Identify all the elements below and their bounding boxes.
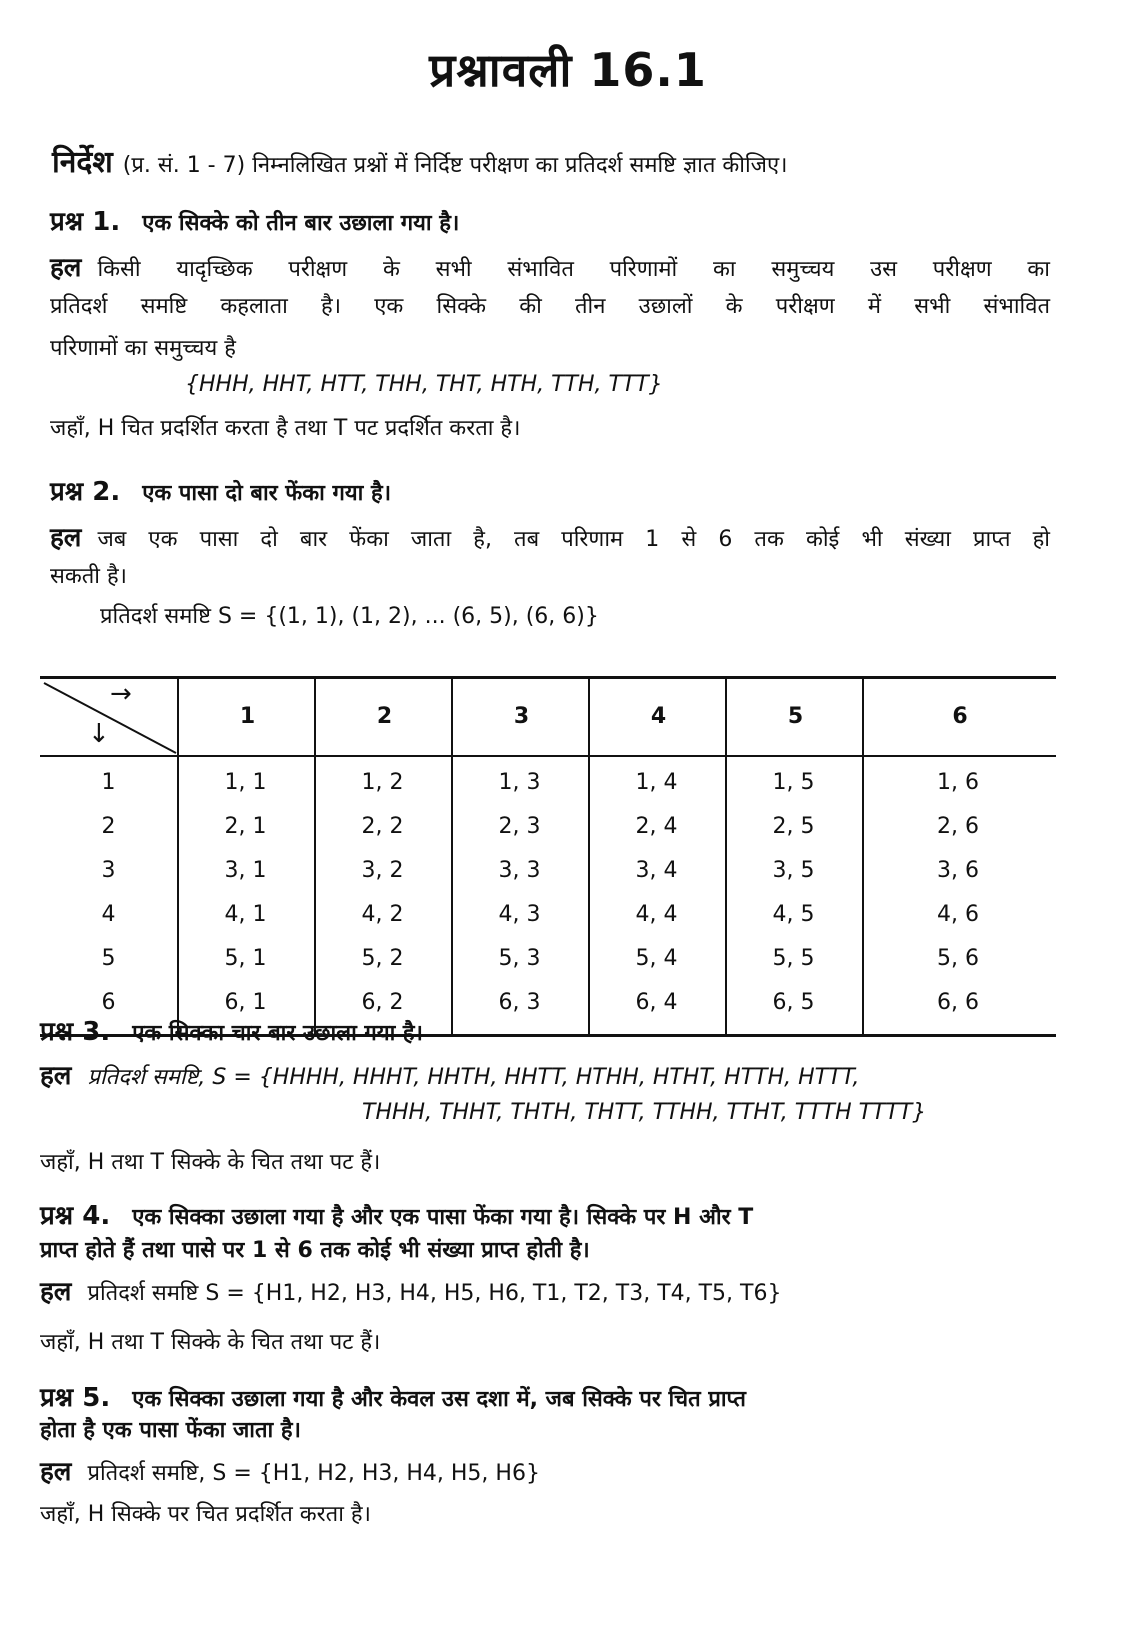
table-cell: 4, 5 bbox=[772, 902, 815, 927]
row-header: 4 bbox=[101, 902, 116, 927]
q5-line1-text: प्रतिदर्श समष्टि, S = {H1, H2, H3, H4, H5, H6} bbox=[87, 1461, 540, 1486]
q3-question: एक सिक्का चार बार उछाला गया है। bbox=[132, 1021, 423, 1046]
q5-heading bbox=[40, 1378, 746, 1414]
q1-line1 bbox=[50, 248, 1050, 284]
row-header: 2 bbox=[101, 814, 116, 839]
q4-heading bbox=[40, 1196, 753, 1232]
table-cell: 6, 1 bbox=[224, 990, 267, 1015]
table-cell: 3, 5 bbox=[772, 858, 815, 883]
table-cell: 6, 2 bbox=[361, 990, 404, 1015]
table-cell: 6, 3 bbox=[498, 990, 541, 1015]
table-cell: 4, 6 bbox=[937, 902, 979, 927]
table-cell: 2, 5 bbox=[772, 814, 815, 839]
table-cell: 3, 2 bbox=[361, 858, 404, 883]
table-cell: 5, 6 bbox=[937, 946, 979, 971]
q4-question2: प्राप्त होते हैं तथा पासे पर 1 से 6 तक कोई भी संख्या प्राप्त होती है। bbox=[40, 1238, 590, 1263]
q2-line1 bbox=[50, 518, 1050, 554]
table-header bbox=[40, 679, 1056, 757]
row-header: 3 bbox=[101, 858, 116, 883]
q2-line2: सकती है। bbox=[50, 564, 128, 589]
row-header: 5 bbox=[101, 946, 116, 971]
q1-heading bbox=[50, 202, 459, 238]
col-header-2: 2 bbox=[314, 679, 453, 755]
q3-line1-text: प्रतिदर्श समष्टि, S = {HHHH, HHHT, HHTH, HHTT, HTHH, HTHT, HTTH, HTTT, bbox=[87, 1065, 860, 1090]
q3-where: जहाँ, H तथा T सिक्के के चित तथा पट हैं। bbox=[40, 1150, 381, 1175]
q2-heading bbox=[50, 472, 391, 508]
q5-question2: होता है एक पासा फेंका जाता है। bbox=[40, 1418, 301, 1443]
table-cell: 1, 5 bbox=[772, 770, 815, 795]
col-header-4: 4 bbox=[588, 679, 727, 755]
table-cell: 1, 6 bbox=[937, 770, 979, 795]
col-header-3: 3 bbox=[451, 679, 590, 755]
dice-outcome-table bbox=[40, 676, 1056, 1037]
table-cell: 5, 4 bbox=[635, 946, 678, 971]
table-cell: 2, 6 bbox=[937, 814, 979, 839]
table-cell: 3, 4 bbox=[635, 858, 678, 883]
q4-where: जहाँ, H तथा T सिक्के के चित तथा पट हैं। bbox=[40, 1330, 381, 1355]
table-cell: 1, 4 bbox=[635, 770, 678, 795]
table-cell: 4, 2 bbox=[361, 902, 404, 927]
table-cell: 3, 1 bbox=[224, 858, 267, 883]
q2-line1-text: जब एक पासा दो बार फेंका जाता है, तब परिणाम 1 से 6 तक कोई भी संख्या प्राप्त हो bbox=[97, 527, 1050, 552]
row-header: 6 bbox=[101, 990, 116, 1015]
table-corner bbox=[40, 679, 180, 755]
q3-hal: हल bbox=[40, 1061, 72, 1091]
col-header-1: 1 bbox=[177, 679, 316, 755]
table-cell: 3, 3 bbox=[498, 858, 541, 883]
table-cell: 2, 3 bbox=[498, 814, 541, 839]
table-cell: 2, 4 bbox=[635, 814, 678, 839]
q3-line1 bbox=[40, 1056, 859, 1092]
q1-line2: प्रतिदर्श समष्टि कहलाता है। एक सिक्के की तीन उछालों के परीक्षण में सभी संभावित bbox=[50, 294, 1050, 319]
table-cell: 6, 6 bbox=[937, 990, 979, 1015]
q1-where: जहाँ, H चित प्रदर्शित करता है तथा T पट प्रदर्शित करता है। bbox=[50, 416, 521, 441]
table-cell: 5, 3 bbox=[498, 946, 541, 971]
table-cell: 2, 2 bbox=[361, 814, 404, 839]
q1-line1-text: किसी यादृच्छिक परीक्षण के सभी संभावित परिणामों का समुच्चय उस परीक्षण का bbox=[97, 257, 1050, 282]
row-header: 1 bbox=[101, 770, 116, 795]
q5-where: जहाँ, H सिक्के पर चित प्रदर्शित करता है। bbox=[40, 1502, 371, 1527]
table-cell: 6, 4 bbox=[635, 990, 678, 1015]
q2-label: प्रश्न 2. bbox=[50, 477, 121, 507]
q3-line2: THHH, THHT, THTH, THTT, TTHH, TTHT, TTTH TTTT} bbox=[362, 1100, 927, 1125]
q5-line1 bbox=[40, 1452, 540, 1488]
q3-label: प्रश्न 3. bbox=[40, 1017, 111, 1047]
down-arrow-icon: ↓ bbox=[88, 719, 110, 749]
q4-label: प्रश्न 4. bbox=[40, 1201, 111, 1231]
table-cell: 6, 5 bbox=[772, 990, 815, 1015]
q5-question1: एक सिक्का उछाला गया है और केवल उस दशा में, जब सिक्के पर चित प्राप्त bbox=[132, 1387, 746, 1412]
q1-question: एक सिक्के को तीन बार उछाला गया है। bbox=[142, 211, 460, 236]
q2-hal: हल bbox=[50, 523, 82, 553]
directive-text: (प्र. सं. 1 - 7) निम्नलिखित प्रश्नों में निर्दिष्ट परीक्षण का प्रतिदर्श समष्टि ज्ञात कीजिए। bbox=[122, 153, 788, 178]
q3-heading bbox=[40, 1012, 423, 1048]
table-cell: 1, 3 bbox=[498, 770, 541, 795]
right-arrow-icon: → bbox=[110, 679, 132, 709]
q4-hal: हल bbox=[40, 1277, 72, 1307]
q4-line1-text: प्रतिदर्श समष्टि S = {H1, H2, H3, H4, H5, H6, T1, T2, T3, T4, T5, T6} bbox=[87, 1281, 782, 1306]
exercise-title: प्रश्नावली 16.1 bbox=[429, 43, 707, 97]
table-cell: 1, 1 bbox=[224, 770, 267, 795]
table-cell: 5, 5 bbox=[772, 946, 815, 971]
table-cell: 5, 2 bbox=[361, 946, 404, 971]
q1-hal: हल bbox=[50, 253, 82, 283]
q2-question: एक पासा दो बार फेंका गया है। bbox=[142, 481, 392, 506]
directive-lead: निर्देश bbox=[52, 145, 113, 180]
table-cell: 4, 3 bbox=[498, 902, 541, 927]
table-cell: 4, 1 bbox=[224, 902, 267, 927]
table-cell: 4, 4 bbox=[635, 902, 678, 927]
q1-label: प्रश्न 1. bbox=[50, 207, 121, 237]
table-cell: 3, 6 bbox=[937, 858, 979, 883]
q5-hal: हल bbox=[40, 1457, 72, 1487]
col-header-5: 5 bbox=[725, 679, 864, 755]
q5-label: प्रश्न 5. bbox=[40, 1383, 111, 1413]
table-cell: 5, 1 bbox=[224, 946, 267, 971]
table-cell: 1, 2 bbox=[361, 770, 404, 795]
table-cell: 2, 1 bbox=[224, 814, 267, 839]
q1-sample-set: {HHH, HHT, HTT, THH, THT, HTH, TTH, TTT} bbox=[185, 372, 663, 397]
q2-sample-space: प्रतिदर्श समष्टि S = {(1, 1), (1, 2), ... (6, 5), (6, 6)} bbox=[100, 604, 599, 629]
directive bbox=[52, 140, 1092, 181]
q1-line3: परिणामों का समुच्चय है bbox=[50, 336, 236, 361]
col-header-6: 6 bbox=[862, 679, 1056, 755]
q4-line1 bbox=[40, 1272, 781, 1308]
q4-question1: एक सिक्का उछाला गया है और एक पासा फेंका गया है। सिक्के पर H और T bbox=[132, 1205, 754, 1230]
